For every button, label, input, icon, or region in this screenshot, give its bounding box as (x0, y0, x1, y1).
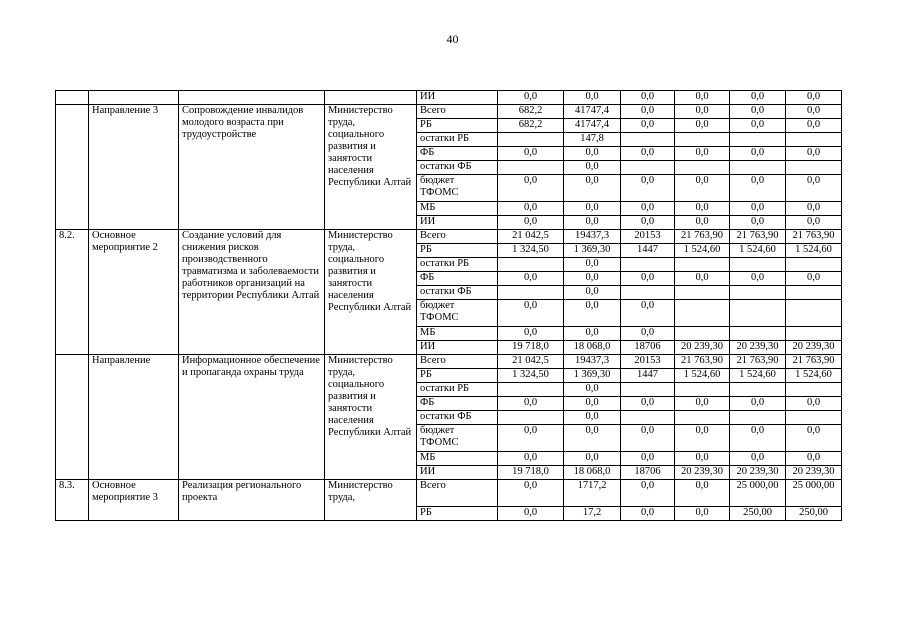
amount-cell: 0,0 (786, 147, 842, 161)
amount-cell: 20 239,30 (675, 466, 730, 480)
amount-cell: 0,0 (564, 383, 621, 397)
amount-cell: 0,0 (621, 397, 675, 411)
amount-cell: 0,0 (786, 119, 842, 133)
amount-cell: 0,0 (498, 300, 564, 327)
empty-cell (56, 91, 89, 105)
amount-cell: 0,0 (621, 507, 675, 521)
amount-cell: 0,0 (730, 119, 786, 133)
amount-cell (786, 286, 842, 300)
amount-cell: 0,0 (675, 175, 730, 202)
amount-cell: 0,0 (621, 425, 675, 452)
amount-cell: 18706 (621, 341, 675, 355)
amount-cell: 1 369,30 (564, 369, 621, 383)
amount-cell: 0,0 (675, 216, 730, 230)
amount-cell: 1 524,60 (730, 369, 786, 383)
source-label: МБ (417, 202, 498, 216)
amount-cell: 1 524,60 (730, 244, 786, 258)
table-row (56, 355, 842, 369)
amount-cell (786, 300, 842, 327)
amount-cell: 21 763,90 (786, 230, 842, 244)
amount-cell (786, 258, 842, 272)
amount-cell (621, 286, 675, 300)
responsible-executor: Министерство труда, (325, 480, 417, 521)
amount-cell (730, 258, 786, 272)
amount-cell: 0,0 (675, 119, 730, 133)
amount-cell: 1 524,60 (786, 369, 842, 383)
amount-cell (675, 161, 730, 175)
amount-cell: 21 763,90 (675, 230, 730, 244)
source-label: МБ (417, 452, 498, 466)
amount-cell: 0,0 (498, 91, 564, 105)
item-description: Реализация регионального проекта (179, 480, 325, 521)
page-number: 40 (446, 32, 459, 46)
amount-cell: 0,0 (675, 480, 730, 507)
amount-cell: 0,0 (621, 272, 675, 286)
amount-cell: 0,0 (675, 397, 730, 411)
amount-cell: 21 042,5 (498, 355, 564, 369)
amount-cell (498, 258, 564, 272)
amount-cell (786, 327, 842, 341)
amount-cell: 0,0 (564, 452, 621, 466)
amount-cell: 25 000,00 (786, 480, 842, 507)
source-label: ИИ (417, 91, 498, 105)
source-label: Всего (417, 355, 498, 369)
item-name: Направление (89, 355, 179, 480)
source-label: бюджет ТФОМС (417, 175, 498, 202)
amount-cell: 0,0 (730, 91, 786, 105)
amount-cell: 0,0 (675, 105, 730, 119)
amount-cell (786, 161, 842, 175)
amount-cell: 0,0 (675, 272, 730, 286)
table-row (56, 230, 842, 244)
amount-cell (675, 133, 730, 147)
item-number (56, 105, 89, 230)
amount-cell: 0,0 (786, 202, 842, 216)
amount-cell: 682,2 (498, 105, 564, 119)
source-label: Всего (417, 105, 498, 119)
amount-cell: 1717,2 (564, 480, 621, 507)
amount-cell: 0,0 (564, 202, 621, 216)
amount-cell: 20 239,30 (786, 466, 842, 480)
amount-cell: 20 239,30 (675, 341, 730, 355)
amount-cell: 0,0 (564, 327, 621, 341)
amount-cell: 1 524,60 (786, 244, 842, 258)
amount-cell: 1 524,60 (675, 369, 730, 383)
amount-cell: 0,0 (498, 202, 564, 216)
source-label: остатки РБ (417, 258, 498, 272)
amount-cell (730, 300, 786, 327)
source-label: ФБ (417, 397, 498, 411)
amount-cell: 19 718,0 (498, 341, 564, 355)
amount-cell: 0,0 (786, 397, 842, 411)
amount-cell: 0,0 (621, 216, 675, 230)
amount-cell: 0,0 (621, 452, 675, 466)
item-name: Направление 3 (89, 105, 179, 230)
amount-cell (730, 411, 786, 425)
item-number (56, 355, 89, 480)
amount-cell (621, 161, 675, 175)
amount-cell: 1 324,50 (498, 244, 564, 258)
amount-cell: 19437,3 (564, 230, 621, 244)
table-row (56, 91, 842, 105)
amount-cell: 18706 (621, 466, 675, 480)
amount-cell: 250,00 (786, 507, 842, 521)
amount-cell: 250,00 (730, 507, 786, 521)
responsible-executor: Министерство труда, социального развития и занятости населения Республики Алтай (325, 105, 417, 230)
amount-cell (498, 411, 564, 425)
amount-cell (730, 161, 786, 175)
amount-cell (730, 286, 786, 300)
amount-cell: 41747,4 (564, 105, 621, 119)
amount-cell (786, 383, 842, 397)
amount-cell (621, 383, 675, 397)
amount-cell: 0,0 (730, 425, 786, 452)
item-description: Создание условий для снижения рисков производственного травматизма и заболеваемости работников организаций на территории Республики Алтай (179, 230, 325, 355)
amount-cell: 0,0 (675, 147, 730, 161)
amount-cell (786, 133, 842, 147)
item-description: Информационное обеспечение и пропаганда охраны труда (179, 355, 325, 480)
responsible-executor: Министерство труда, социального развития и занятости населения Республики Алтай (325, 230, 417, 355)
amount-cell: 0,0 (498, 272, 564, 286)
source-label: ИИ (417, 341, 498, 355)
source-label: ИИ (417, 466, 498, 480)
amount-cell: 21 763,90 (675, 355, 730, 369)
table-row (56, 105, 842, 119)
amount-cell: 1 369,30 (564, 244, 621, 258)
amount-cell: 0,0 (564, 216, 621, 230)
amount-cell: 0,0 (564, 175, 621, 202)
amount-cell: 21 763,90 (786, 355, 842, 369)
amount-cell: 0,0 (498, 175, 564, 202)
amount-cell: 0,0 (730, 272, 786, 286)
amount-cell (675, 383, 730, 397)
amount-cell (498, 161, 564, 175)
amount-cell: 20 239,30 (730, 341, 786, 355)
source-label: Всего (417, 230, 498, 244)
amount-cell: 21 042,5 (498, 230, 564, 244)
amount-cell: 18 068,0 (564, 466, 621, 480)
amount-cell: 0,0 (730, 105, 786, 119)
source-label: бюджет ТФОМС (417, 425, 498, 452)
amount-cell (786, 411, 842, 425)
responsible-executor: Министерство труда, социального развития и занятости населения Республики Алтай (325, 355, 417, 480)
amount-cell: 0,0 (621, 175, 675, 202)
amount-cell: 0,0 (675, 202, 730, 216)
amount-cell: 0,0 (564, 258, 621, 272)
source-label: МБ (417, 327, 498, 341)
source-label: ИИ (417, 216, 498, 230)
item-number: 8.2. (56, 230, 89, 355)
amount-cell (730, 133, 786, 147)
source-label: остатки ФБ (417, 286, 498, 300)
amount-cell: 0,0 (498, 480, 564, 507)
source-label: РБ (417, 119, 498, 133)
amount-cell: 41747,4 (564, 119, 621, 133)
amount-cell: 0,0 (786, 91, 842, 105)
amount-cell: 0,0 (621, 105, 675, 119)
amount-cell: 0,0 (730, 202, 786, 216)
amount-cell: 0,0 (621, 202, 675, 216)
amount-cell: 0,0 (730, 175, 786, 202)
amount-cell: 0,0 (564, 300, 621, 327)
amount-cell: 0,0 (498, 147, 564, 161)
amount-cell: 20153 (621, 230, 675, 244)
amount-cell: 0,0 (498, 452, 564, 466)
amount-cell (498, 286, 564, 300)
amount-cell: 0,0 (730, 397, 786, 411)
source-label: ФБ (417, 147, 498, 161)
amount-cell: 147,8 (564, 133, 621, 147)
amount-cell (675, 327, 730, 341)
source-label: РБ (417, 507, 498, 521)
amount-cell (621, 258, 675, 272)
amount-cell: 19 718,0 (498, 466, 564, 480)
amount-cell: 0,0 (730, 216, 786, 230)
empty-cell (179, 91, 325, 105)
amount-cell: 0,0 (786, 452, 842, 466)
item-description: Сопровождение инвалидов молодого возраста при трудоустройстве (179, 105, 325, 230)
amount-cell: 0,0 (564, 425, 621, 452)
amount-cell: 1 524,60 (675, 244, 730, 258)
amount-cell: 682,2 (498, 119, 564, 133)
amount-cell: 0,0 (564, 161, 621, 175)
source-label: РБ (417, 244, 498, 258)
amount-cell: 0,0 (786, 272, 842, 286)
item-number: 8.3. (56, 480, 89, 521)
amount-cell: 0,0 (498, 397, 564, 411)
amount-cell: 20153 (621, 355, 675, 369)
amount-cell (675, 300, 730, 327)
amount-cell: 0,0 (498, 425, 564, 452)
amount-cell: 0,0 (564, 272, 621, 286)
amount-cell: 0,0 (786, 175, 842, 202)
source-label: остатки РБ (417, 133, 498, 147)
amount-cell: 0,0 (730, 452, 786, 466)
budget-table (55, 90, 842, 521)
source-label: остатки ФБ (417, 161, 498, 175)
item-name: Основное мероприятие 2 (89, 230, 179, 355)
amount-cell: 0,0 (564, 91, 621, 105)
amount-cell (675, 258, 730, 272)
amount-cell (498, 383, 564, 397)
amount-cell: 0,0 (621, 327, 675, 341)
source-label: РБ (417, 369, 498, 383)
amount-cell: 1447 (621, 369, 675, 383)
amount-cell: 17,2 (564, 507, 621, 521)
amount-cell (675, 286, 730, 300)
amount-cell: 0,0 (621, 147, 675, 161)
amount-cell: 0,0 (621, 91, 675, 105)
amount-cell (621, 133, 675, 147)
amount-cell: 0,0 (675, 91, 730, 105)
amount-cell: 0,0 (621, 480, 675, 507)
amount-cell: 0,0 (786, 105, 842, 119)
amount-cell: 0,0 (621, 119, 675, 133)
amount-cell: 0,0 (621, 300, 675, 327)
amount-cell: 1447 (621, 244, 675, 258)
amount-cell: 18 068,0 (564, 341, 621, 355)
amount-cell: 19437,3 (564, 355, 621, 369)
amount-cell: 20 239,30 (786, 341, 842, 355)
amount-cell: 0,0 (498, 216, 564, 230)
amount-cell: 21 763,90 (730, 230, 786, 244)
amount-cell (621, 411, 675, 425)
amount-cell (675, 411, 730, 425)
amount-cell: 0,0 (675, 425, 730, 452)
amount-cell: 0,0 (786, 425, 842, 452)
amount-cell: 0,0 (564, 411, 621, 425)
amount-cell: 0,0 (786, 216, 842, 230)
source-label: ФБ (417, 272, 498, 286)
amount-cell: 0,0 (564, 147, 621, 161)
source-label: Всего (417, 480, 498, 507)
empty-cell (89, 91, 179, 105)
source-label: остатки РБ (417, 383, 498, 397)
item-name: Основное мероприятие 3 (89, 480, 179, 521)
table-row (56, 480, 842, 507)
amount-cell: 21 763,90 (730, 355, 786, 369)
amount-cell (730, 383, 786, 397)
source-label: остатки ФБ (417, 411, 498, 425)
amount-cell (730, 327, 786, 341)
empty-cell (325, 91, 417, 105)
amount-cell: 0,0 (498, 507, 564, 521)
amount-cell: 1 324,50 (498, 369, 564, 383)
amount-cell: 25 000,00 (730, 480, 786, 507)
amount-cell (498, 133, 564, 147)
amount-cell: 0,0 (730, 147, 786, 161)
amount-cell: 20 239,30 (730, 466, 786, 480)
amount-cell: 0,0 (564, 397, 621, 411)
amount-cell: 0,0 (498, 327, 564, 341)
source-label: бюджет ТФОМС (417, 300, 498, 327)
amount-cell: 0,0 (675, 507, 730, 521)
amount-cell: 0,0 (564, 286, 621, 300)
amount-cell: 0,0 (675, 452, 730, 466)
